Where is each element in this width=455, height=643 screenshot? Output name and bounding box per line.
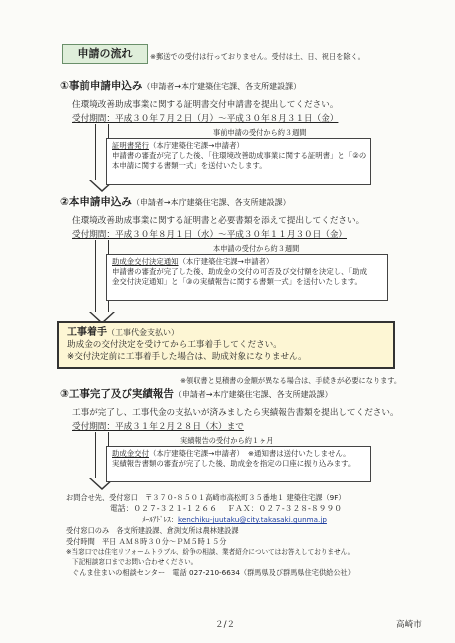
construction-line2: ※交付決定前に工事着手した場合は、助成対象になりません。 <box>67 352 307 362</box>
contact-referral: 下記相談窓口までお問い合わせください。 <box>72 558 198 566</box>
contact-housing-center: ぐんま住まいの相談センター 電話 027-210-6634（群馬県及び群馬県住宅供給公社） <box>72 568 355 577</box>
grant-payment-line1: 実績報告書類の審査が完了した後、助成金を指定の口座に振り込みます。 <box>112 459 356 468</box>
step1-period: 受付期間：平成３０年７月２日（月）～平成３０年８月３１日（金） <box>72 114 339 124</box>
contact-branch-counters: 受付窓口のみ 各支所建設課、倉渕支所は農林建設課 <box>66 526 239 535</box>
step1-description: 住環境改善助成事業に関する証明書交付申請書を提出してください。 <box>72 100 339 110</box>
construction-heading: 工事着手 <box>67 327 107 338</box>
step3-period: 受付期間：平成３１年２月２８日（木）まで <box>72 422 244 432</box>
certificate-issue-line2: 本申請に関する書類一式」を送付いたします。 <box>112 161 267 170</box>
grant-decision-line2: 金交付決定通知」と「③の実績報告に関する書類一式」を送付いたします。 <box>112 277 362 286</box>
contact-tel-fax: 電話：０２７-３２１-１２６６ ＦＡＸ：０２７-３２８-８９９０ <box>110 504 343 513</box>
title-box <box>62 44 148 64</box>
step2-description: 住環境改善助成事業に関する証明書と必要書類を添えて提出してください。 <box>72 216 365 226</box>
receipt-note: ※領収書と見積書の金額が異なる場合は、手続きが必要になります。 <box>180 376 402 385</box>
contact-disclaimer: ※当窓口では住宅リフォームトラブル、紛争の相談、業者紹介についてはお答えしておりません。 <box>66 548 355 556</box>
construction-line1: 助成金の交付決定を受けてから工事着手してください。 <box>67 340 282 350</box>
step3-arrow-label: 実績報告の受付から約１ヶ月 <box>180 436 274 445</box>
contact-address: お問合せ先、受付窓口 〒３７０-８５０１高崎市高松町３５番地１ 建築住宅課（9F） <box>66 493 346 502</box>
page-title: 申請の流れ <box>77 47 133 60</box>
grant-decision-title: 助成金交付決定通知 <box>112 257 179 266</box>
footer-city: 高崎市 <box>396 620 422 630</box>
step3-heading: ③工事完了及び実績報告（申請者→本庁建築住宅課、各支所建設課） <box>60 388 333 400</box>
step2-arrow-label: 本申請の受付から約３週間 <box>213 244 300 253</box>
step2-period: 受付期間：平成３０年８月１日（水）～平成３０年１１月３０日（金） <box>72 230 348 240</box>
step2-heading: ②本申請申込み（申請者→本庁建築住宅課、各支所建設課） <box>60 196 291 208</box>
grant-decision-line1: 申請書の審査が完了した後、助成金の交付の可否及び交付額を決定し、「助成 <box>112 267 367 276</box>
grant-payment-box: 助成金交付（本庁建築住宅課→申請者） ※通知書は送付いたしません。 実績報告書類の審査が完了した後、助成金を指定の口座に振り込みます。 <box>106 446 371 482</box>
step1-heading: ①事前申請申込み（申請者→本庁建築住宅課、各支所建設課） <box>60 80 302 92</box>
certificate-issue-box: 証明書発行（本庁建築住宅課→申請者） 申請書の審査が完了した後、「住環境改善助成事業に関する証明書」と「②の 本申請に関する書類一式」を送付いたします。 <box>106 138 371 185</box>
certificate-issue-line1: 申請書の審査が完了した後、「住環境改善助成事業に関する証明書」と「②の <box>112 151 367 160</box>
contact-hours: 受付時間 平日 ＡＭ８時３０分～ＰＭ５時１５分 <box>66 537 227 546</box>
grant-decision-box: 助成金交付決定通知（本庁建築住宅課→申請者） 申請書の審査が完了した後、助成金の交付の可否及び交付額を決定し、「助成 金交付決定通知」と「③の実績報告に関する書類一式」を送付いたします。 <box>106 254 388 301</box>
grant-payment-title: 助成金交付 <box>112 449 149 458</box>
construction-start-box: 工事着手（工事代金支払い） 助成金の交付決定を受けてから工事着手してください。 ※交付決定前に工事着手した場合は、助成対象になりません。 <box>57 321 395 369</box>
certificate-issue-title: 証明書発行 <box>112 141 149 150</box>
top-note: ※郵送での受付は行っておりません。受付は土、日、祝日を除く。 <box>150 52 365 61</box>
step3-description: 工事が完了し、工事代金の支払いが済みましたら実績報告書類を提出してください。 <box>72 408 399 418</box>
page-number: ２/２ <box>215 620 236 630</box>
step1-arrow-label: 事前申請の受付から約３週間 <box>213 128 307 137</box>
contact-email-link[interactable]: kenchiku-juutaku@city.takasaki.gunma.jp <box>177 515 327 524</box>
contact-section: お問合せ先、受付窓口 〒３７０-８５０１高崎市高松町３５番地１ 建築住宅課（9F） 電話：０２７-３２１-１２６６ ＦＡＸ：０２７-３２８-８９９０ ﾒｰﾙｱﾄﾞﾚｽ：kenchiku-juutaku@city.takasaki.gunma.jp 受付窓口のみ 各支所建設課、倉渕支所は農林建設課 受付時間 平日 ＡＭ８時３０分～ＰＭ５時１５分 ※当窓口では住宅リフォームトラブル、紛争の相談、業者紹介についてはお答えしておりません。 下記相談窓口までお問い合わせください。 ぐんま住まいの相談センター 電話 027-210-6634（群馬県及び群馬県住宅供給公社） <box>66 492 396 578</box>
